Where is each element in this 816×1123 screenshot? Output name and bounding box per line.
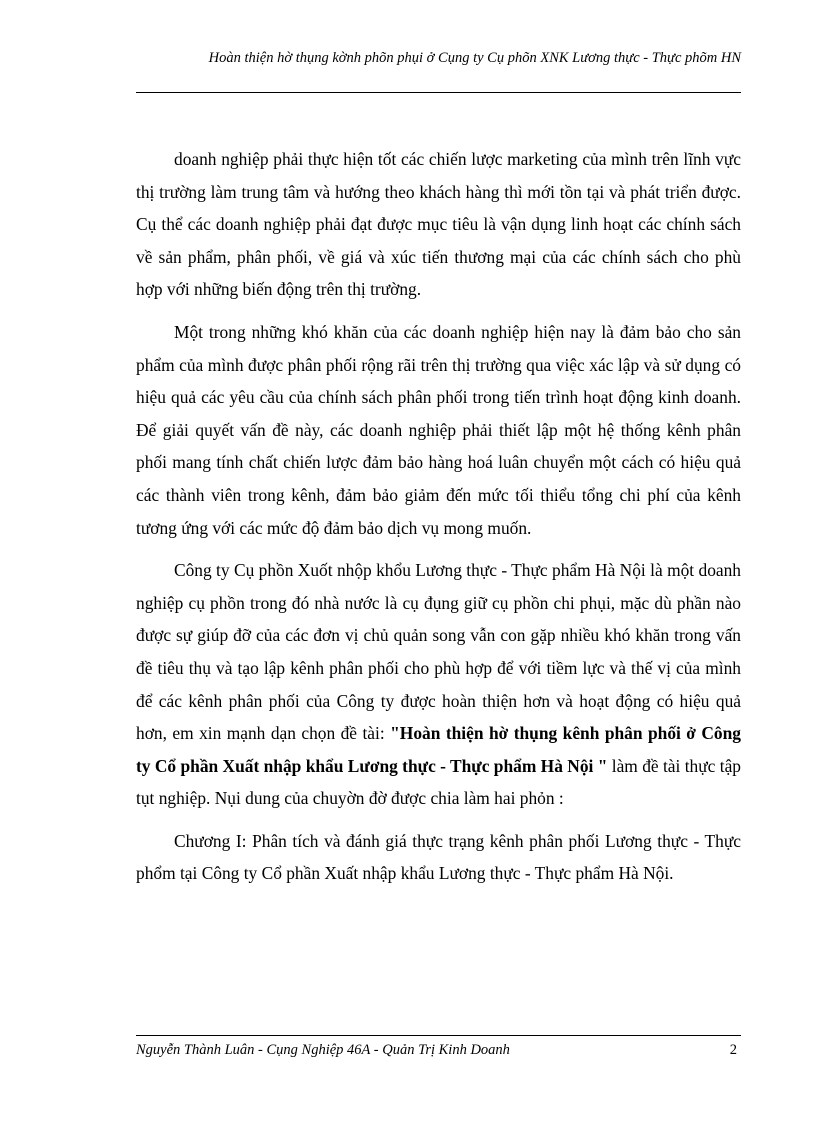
header-title: Hoàn thiện hờ thụng kờnh phõn phụi ở Cụng ty Cụ phõn XNK Lương thực - Thực phõm HN bbox=[208, 50, 741, 66]
footer-divider bbox=[136, 1035, 741, 1036]
body-paragraph: Chương I: Phân tích và đánh giá thực trạng kênh phân phối Lương thực - Thực phổm tại Công ty Cổ phần Xuất nhập khẩu Lương thực - Thực phẩm Hà Nội. bbox=[136, 830, 741, 884]
document-body bbox=[136, 143, 741, 890]
running-footer bbox=[136, 1040, 741, 1060]
paragraph-text: Công ty Cụ phồn Xuốt nhộp khổu Lương thực - Thực phẩm Hà Nội là một doanh nghiệp cụ phồn trong đó nhà nước là cụ đụng giữ cụ phồn chi phụi, mặc dù phần nào được sự giúp đỡ của các đơn vị chủ quản song vẫn con gặp nhiều khó khăn trong vấn đề tiêu thụ và tạo lập kênh phân phối cho phù hợp để với tiềm lực và thế vị của mình để các kênh phân phối của Công ty được hoàn thiện hơn và hoạt động có hiệu quả hơn, em xin mạnh dạn chọn đề tài: bbox=[136, 560, 741, 744]
body-paragraph bbox=[136, 554, 741, 815]
footer-author-line: Nguyễn Thành Luân - Cụng Nghiệp 46A - Quản Trị Kinh Doanh bbox=[136, 1042, 510, 1058]
running-header bbox=[136, 48, 741, 69]
paragraph-text: làm đề tài thực tập tụt nghiệp. Nụi dung của chuyờn đờ được chia làm hai phỏn : bbox=[136, 755, 742, 809]
thesis-title: "Hoàn thiện hờ thụng kênh phân phối ở Công ty Cổ phần Xuất nhập khẩu Lương thực - Thực phẩm Hà Nội " bbox=[136, 723, 741, 776]
body-paragraph: Một trong những khó khăn của các doanh nghiệp hiện nay là đảm bảo cho sản phẩm của mình được phân phối rộng rãi trên thị trường qua việc xác lập và sử dụng có hiệu quả các yêu cầu của chính sách phân phối trong tiến trình hoạt động kinh doanh. Để giải quyết vấn đề này, các doanh nghiệp phải thiết lập một hệ thống kênh phân phối mang tính chất chiến lược đảm bảo hàng hoá luân chuyển một cách có hiệu quả các thành viên trong kênh, đảm bảo giảm đến mức tối thiểu tổng chi phí của kênh tương ứng với các mức độ đảm bảo dịch vụ mong muốn. bbox=[136, 321, 741, 538]
page-number: 2 bbox=[729, 1042, 737, 1058]
body-paragraph: doanh nghiệp phải thực hiện tốt các chiến lược marketing của mình trên lĩnh vực thị trường làm trung tâm và hướng theo khách hàng thì mới tồn tại và phát triển được. Cụ thể các doanh nghiệp phải đạt được mục tiêu là vận dụng linh hoạt các chính sách về sản phẩm, phân phối, về giá và xúc tiến thương mại của các chính sách cho phù hợp với những biến động trên thị trường. bbox=[136, 149, 741, 300]
header-divider bbox=[136, 92, 741, 93]
